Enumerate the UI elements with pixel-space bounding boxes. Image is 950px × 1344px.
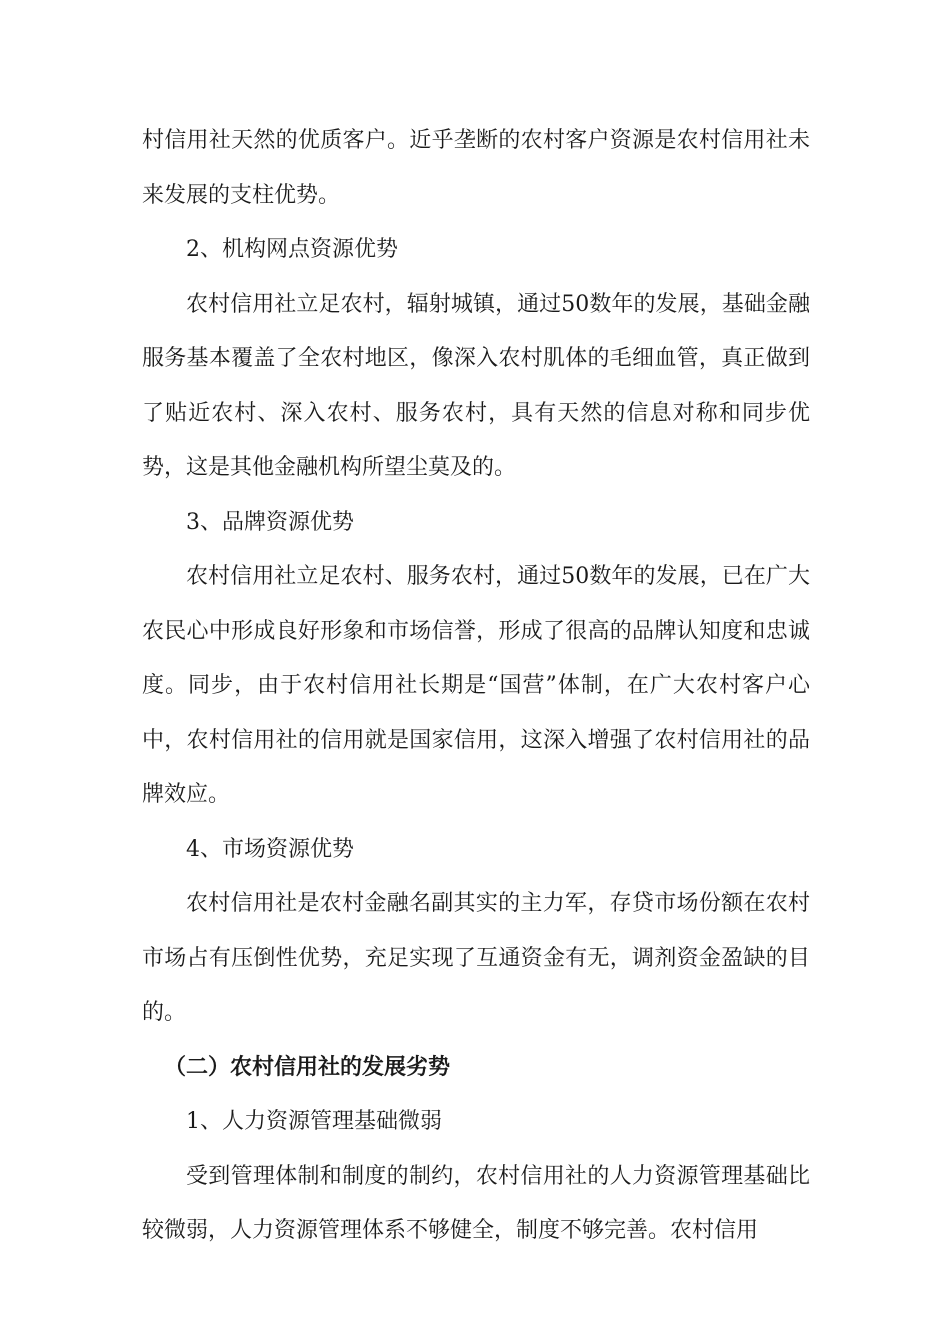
paragraph-continued: 村信用社天然的优质客户。近乎垄断的农村客户资源是农村信用社未来发展的支柱优势。 [142,128,810,208]
paragraph-market: 农村信用社是农村金融名副其实的主力军，存贷市场份额在农村市场占有压倒性优势，充足实现了互通资金有无，调剂资金盈缺的目的。 [142,891,810,1025]
subheading-brand: 3、品牌资源优势 [186,509,354,535]
section-heading-disadvantages: （二）农村信用社的发展劣势 [164,1054,451,1080]
paragraph-human-resources: 受到管理体制和制度的制约，农村信用社的人力资源管理基础比较微弱，人力资源管理体系不够健全，制度不够完善。农村信用 [142,1163,810,1243]
subheading-branch-network: 2、机构网点资源优势 [186,237,398,262]
document-body [142,114,810,1259]
paragraph-brand: 农村信用社立足农村、服务农村，通过50数年的发展，已在广大农民心中形成良好形象和市场信誉，形成了很高的品牌认知度和忠诚度。同步，由于农村信用社长期是“国营”体制，在广大农村客户心中，农村信用社的信用就是国家信用，这深入增强了农村信用社的品牌效应。 [142,564,810,807]
subheading-human-resources: 1、人力资源管理基础微弱 [186,1109,442,1134]
subheading-market: 4、市场资源优势 [186,836,354,862]
paragraph-branch-network: 农村信用社立足农村，辐射城镇，通过50数年的发展，基础金融服务基本覆盖了全农村地区，像深入农村肌体的毛细血管，真正做到了贴近农村、深入农村、服务农村，具有天然的信息对称和同步优势，这是其他金融机构所望尘莫及的。 [142,291,810,480]
